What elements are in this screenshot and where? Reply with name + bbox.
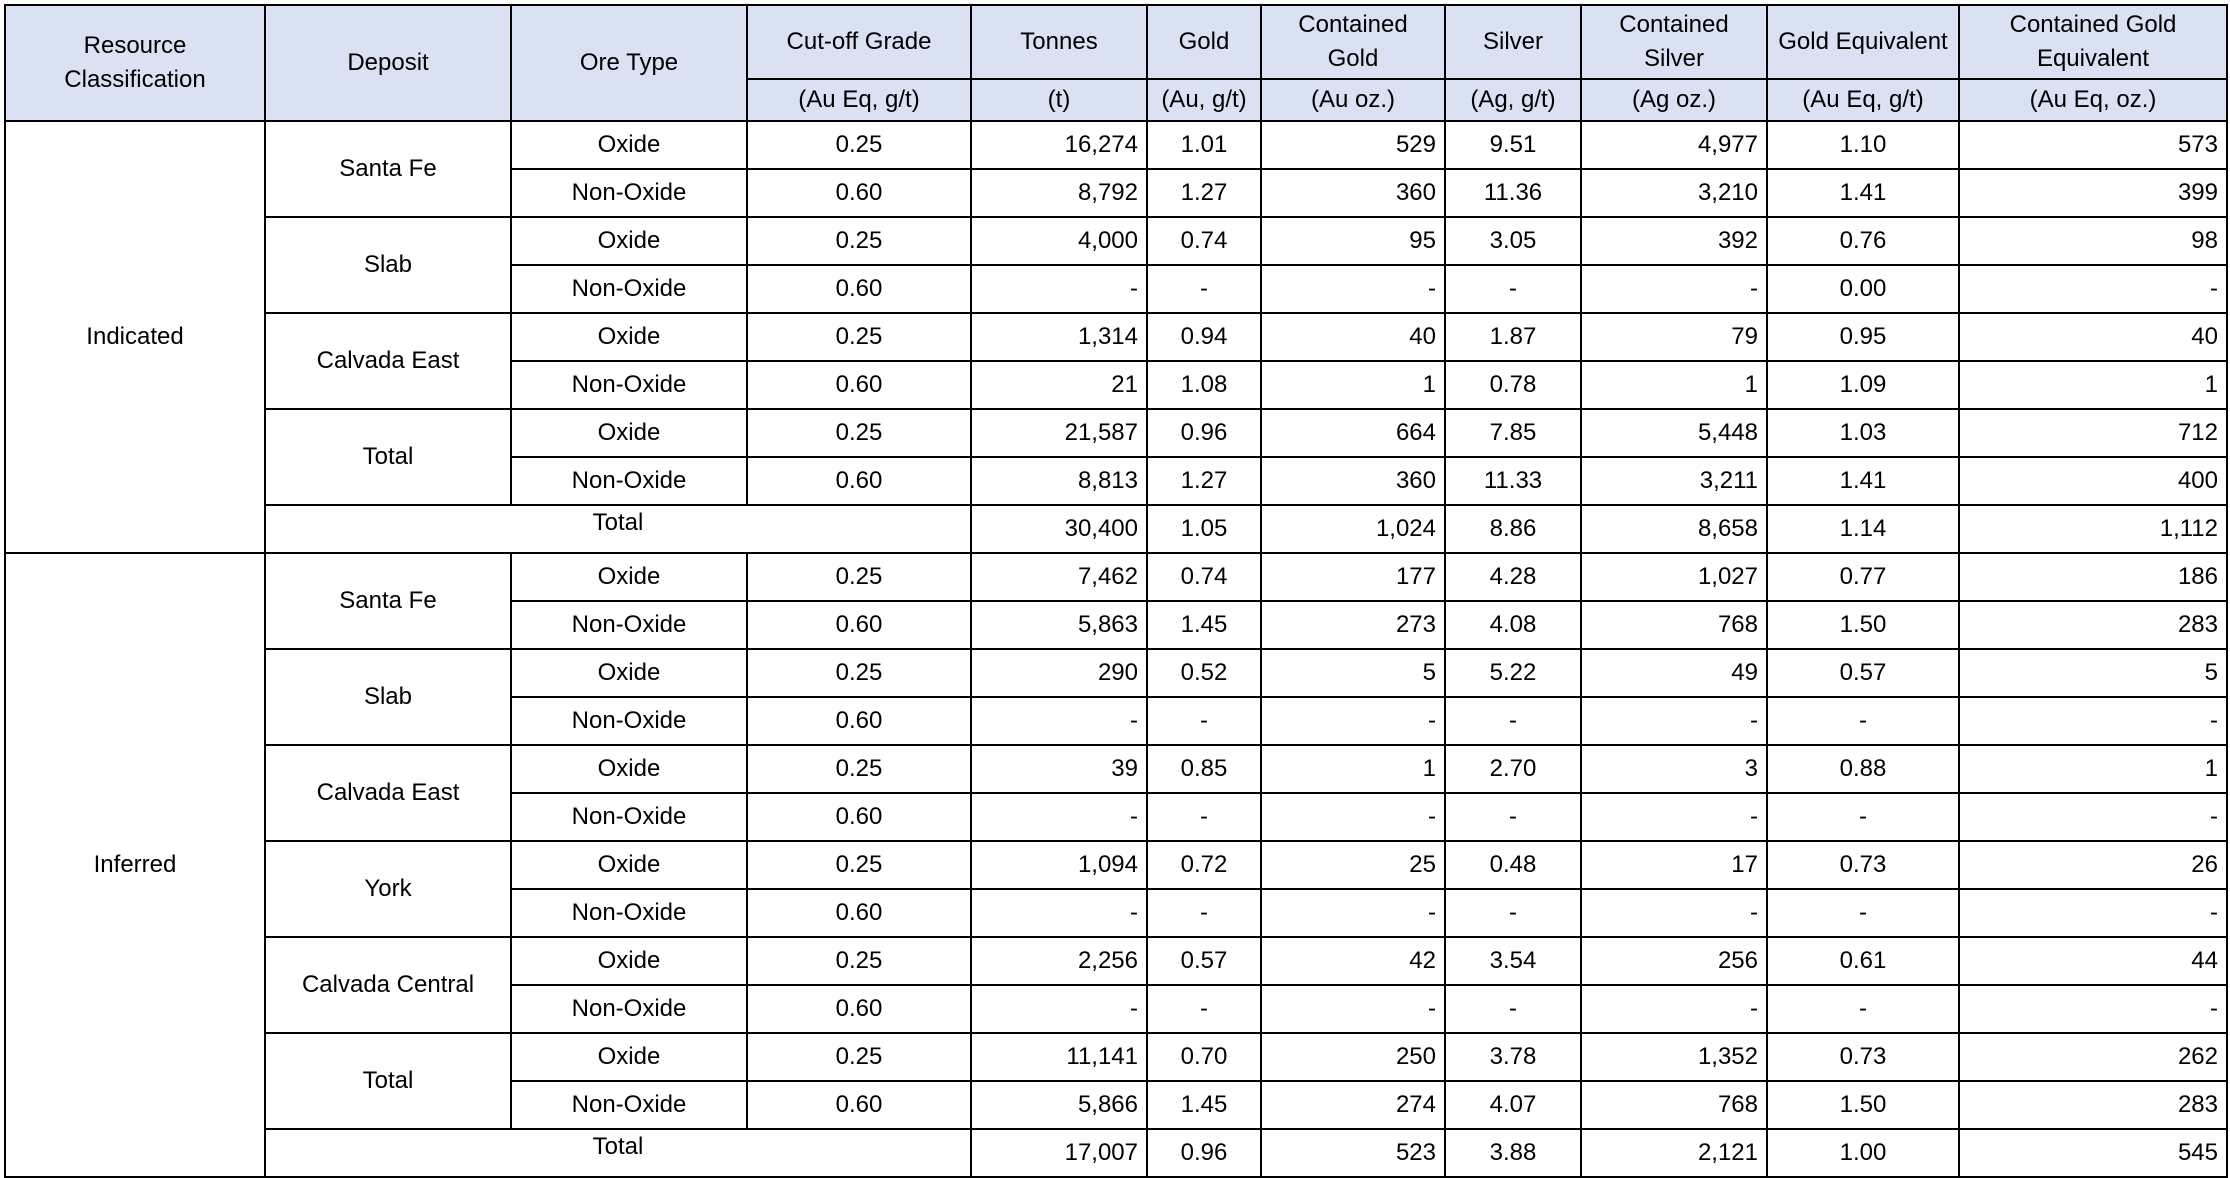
cutoff-grade-cell: 0.60 [747, 697, 971, 745]
gold-cell: 0.52 [1147, 649, 1261, 697]
ore-type-cell: Oxide [511, 1033, 747, 1081]
ore-type-cell: Non-Oxide [511, 361, 747, 409]
silver-cell: - [1445, 985, 1581, 1033]
ore-type-cell: Non-Oxide [511, 457, 747, 505]
header-silver: Silver [1445, 5, 1581, 79]
contained-gold-equivalent-cell: 400 [1959, 457, 2227, 505]
unit-gold: (Au, g/t) [1147, 79, 1261, 121]
header-contained-silver: Contained Silver [1581, 5, 1767, 79]
tonnes-cell: - [971, 985, 1147, 1033]
tonnes-cell: 21,587 [971, 409, 1147, 457]
contained-silver-cell: 79 [1581, 313, 1767, 361]
silver-cell: - [1445, 265, 1581, 313]
table-row [5, 937, 2227, 985]
header-tonnes: Tonnes [971, 5, 1147, 79]
gold-cell: 0.96 [1147, 409, 1261, 457]
contained-gold-equivalent-cell: - [1959, 265, 2227, 313]
tonnes-cell: 17,007 [971, 1129, 1147, 1177]
gold-cell: 0.57 [1147, 937, 1261, 985]
grand-total-row [5, 505, 2227, 553]
gold-equivalent-cell: 1.50 [1767, 601, 1959, 649]
cutoff-grade-cell: 0.25 [747, 553, 971, 601]
contained-gold-equivalent-cell: 98 [1959, 217, 2227, 265]
gold-cell: 1.45 [1147, 1081, 1261, 1129]
gold-equivalent-cell: 1.10 [1767, 121, 1959, 169]
ore-type-cell: Non-Oxide [511, 169, 747, 217]
deposit-cell: York [265, 841, 511, 937]
gold-equivalent-cell: 0.88 [1767, 745, 1959, 793]
table-row [5, 1033, 2227, 1081]
silver-cell: 9.51 [1445, 121, 1581, 169]
tonnes-cell: - [971, 697, 1147, 745]
gold-cell: 0.74 [1147, 553, 1261, 601]
silver-cell: 3.54 [1445, 937, 1581, 985]
gold-equivalent-cell: - [1767, 697, 1959, 745]
cutoff-grade-cell: 0.60 [747, 169, 971, 217]
ore-type-cell: Non-Oxide [511, 265, 747, 313]
contained-gold-cell: 177 [1261, 553, 1445, 601]
contained-gold-equivalent-cell: 1 [1959, 745, 2227, 793]
tonnes-cell: 290 [971, 649, 1147, 697]
contained-gold-equivalent-cell: 545 [1959, 1129, 2227, 1177]
cutoff-grade-cell: 0.25 [747, 313, 971, 361]
gold-equivalent-cell: - [1767, 889, 1959, 937]
contained-gold-cell: - [1261, 793, 1445, 841]
contained-silver-cell: - [1581, 265, 1767, 313]
contained-silver-cell: 2,121 [1581, 1129, 1767, 1177]
cutoff-grade-cell: 0.60 [747, 889, 971, 937]
contained-gold-cell: 360 [1261, 457, 1445, 505]
ore-type-cell: Oxide [511, 745, 747, 793]
tonnes-cell: 7,462 [971, 553, 1147, 601]
silver-cell: 7.85 [1445, 409, 1581, 457]
contained-gold-equivalent-cell: 1,112 [1959, 505, 2227, 553]
unit-tonnes: (t) [971, 79, 1147, 121]
tonnes-cell: 5,866 [971, 1081, 1147, 1129]
silver-cell: 5.22 [1445, 649, 1581, 697]
gold-cell: - [1147, 985, 1261, 1033]
cutoff-grade-cell: 0.60 [747, 793, 971, 841]
cutoff-grade-cell: 0.25 [747, 841, 971, 889]
deposit-cell: Santa Fe [265, 553, 511, 649]
table-row [5, 841, 2227, 889]
tonnes-cell: 8,792 [971, 169, 1147, 217]
ore-type-cell: Oxide [511, 937, 747, 985]
contained-gold-cell: 529 [1261, 121, 1445, 169]
contained-gold-cell: 273 [1261, 601, 1445, 649]
gold-equivalent-cell: - [1767, 985, 1959, 1033]
contained-gold-equivalent-cell: 5 [1959, 649, 2227, 697]
contained-gold-cell: 1 [1261, 361, 1445, 409]
gold-cell: - [1147, 265, 1261, 313]
table-row [5, 409, 2227, 457]
contained-gold-cell: 664 [1261, 409, 1445, 457]
contained-gold-cell: 1,024 [1261, 505, 1445, 553]
tonnes-cell: - [971, 793, 1147, 841]
table-row [5, 217, 2227, 265]
contained-gold-equivalent-cell: 283 [1959, 601, 2227, 649]
contained-gold-equivalent-cell: 44 [1959, 937, 2227, 985]
grand-total-row [5, 1129, 2227, 1177]
gold-equivalent-cell: 0.73 [1767, 841, 1959, 889]
silver-cell: - [1445, 889, 1581, 937]
contained-silver-cell: - [1581, 985, 1767, 1033]
cutoff-grade-cell: 0.25 [747, 745, 971, 793]
contained-gold-cell: - [1261, 889, 1445, 937]
deposit-cell: Calvada East [265, 745, 511, 841]
ore-type-cell: Non-Oxide [511, 697, 747, 745]
gold-equivalent-cell: 0.76 [1767, 217, 1959, 265]
deposit-cell: Slab [265, 217, 511, 313]
contained-silver-cell: 768 [1581, 601, 1767, 649]
silver-cell: 3.88 [1445, 1129, 1581, 1177]
ore-type-cell: Non-Oxide [511, 793, 747, 841]
silver-cell: 2.70 [1445, 745, 1581, 793]
contained-silver-cell: 8,658 [1581, 505, 1767, 553]
tonnes-cell: 39 [971, 745, 1147, 793]
gold-equivalent-cell: 1.50 [1767, 1081, 1959, 1129]
contained-silver-cell: - [1581, 697, 1767, 745]
silver-cell: - [1445, 697, 1581, 745]
contained-gold-equivalent-cell: 26 [1959, 841, 2227, 889]
contained-gold-equivalent-cell: 1 [1959, 361, 2227, 409]
ore-type-cell: Oxide [511, 409, 747, 457]
contained-silver-cell: 256 [1581, 937, 1767, 985]
deposit-cell: Santa Fe [265, 121, 511, 217]
ore-type-cell: Oxide [511, 553, 747, 601]
header-contained-gold: Contained Gold [1261, 5, 1445, 79]
contained-gold-equivalent-cell: 399 [1959, 169, 2227, 217]
silver-cell: 0.48 [1445, 841, 1581, 889]
gold-equivalent-cell: 1.09 [1767, 361, 1959, 409]
contained-gold-cell: 523 [1261, 1129, 1445, 1177]
gold-cell: 1.08 [1147, 361, 1261, 409]
gold-cell: 1.27 [1147, 457, 1261, 505]
contained-silver-cell: 4,977 [1581, 121, 1767, 169]
ore-type-cell: Non-Oxide [511, 889, 747, 937]
cutoff-grade-cell: 0.25 [747, 409, 971, 457]
header-deposit: Deposit [265, 5, 511, 121]
deposit-cell: Total [265, 409, 511, 505]
header-cutoff-grade: Cut-off Grade [747, 5, 971, 79]
header-ore-type: Ore Type [511, 5, 747, 121]
tonnes-cell: 8,813 [971, 457, 1147, 505]
gold-equivalent-cell: 1.00 [1767, 1129, 1959, 1177]
silver-cell: 11.36 [1445, 169, 1581, 217]
contained-silver-cell: 392 [1581, 217, 1767, 265]
contained-gold-equivalent-cell: - [1959, 985, 2227, 1033]
table-body [5, 121, 2227, 1177]
gold-equivalent-cell: - [1767, 793, 1959, 841]
deposit-cell: Calvada East [265, 313, 511, 409]
cutoff-grade-cell: 0.60 [747, 265, 971, 313]
contained-silver-cell: 3,211 [1581, 457, 1767, 505]
cutoff-grade-cell: 0.60 [747, 601, 971, 649]
contained-gold-cell: - [1261, 697, 1445, 745]
unit-silver: (Ag, g/t) [1445, 79, 1581, 121]
deposit-cell: Slab [265, 649, 511, 745]
cutoff-grade-cell: 0.25 [747, 217, 971, 265]
contained-silver-cell: 768 [1581, 1081, 1767, 1129]
gold-equivalent-cell: 0.61 [1767, 937, 1959, 985]
contained-gold-cell: 95 [1261, 217, 1445, 265]
gold-cell: 0.74 [1147, 217, 1261, 265]
ore-type-cell: Oxide [511, 121, 747, 169]
cutoff-grade-cell: 0.25 [747, 937, 971, 985]
silver-cell: 1.87 [1445, 313, 1581, 361]
silver-cell: 3.05 [1445, 217, 1581, 265]
gold-equivalent-cell: 0.57 [1767, 649, 1959, 697]
deposit-cell: Total [265, 1033, 511, 1129]
silver-cell: 8.86 [1445, 505, 1581, 553]
cutoff-grade-cell: 0.60 [747, 1081, 971, 1129]
unit-contained-silver: (Ag oz.) [1581, 79, 1767, 121]
contained-gold-cell: 40 [1261, 313, 1445, 361]
header-contained-gold-equivalent: Contained Gold Equivalent [1959, 5, 2227, 79]
contained-gold-equivalent-cell: 573 [1959, 121, 2227, 169]
header-gold: Gold [1147, 5, 1261, 79]
tonnes-cell: 2,256 [971, 937, 1147, 985]
unit-gold-equivalent: (Au Eq, g/t) [1767, 79, 1959, 121]
gold-cell: - [1147, 793, 1261, 841]
tonnes-cell: 11,141 [971, 1033, 1147, 1081]
ore-type-cell: Non-Oxide [511, 601, 747, 649]
unit-contained-gold: (Au oz.) [1261, 79, 1445, 121]
gold-cell: 1.05 [1147, 505, 1261, 553]
ore-type-cell: Oxide [511, 649, 747, 697]
contained-silver-cell: 3 [1581, 745, 1767, 793]
table-row [5, 553, 2227, 601]
table-row [5, 649, 2227, 697]
table-row [5, 121, 2227, 169]
contained-gold-cell: - [1261, 985, 1445, 1033]
header-gold-equivalent: Gold Equivalent [1767, 5, 1959, 79]
contained-silver-cell: 3,210 [1581, 169, 1767, 217]
cutoff-grade-cell: 0.25 [747, 1033, 971, 1081]
ore-type-cell: Oxide [511, 841, 747, 889]
contained-gold-equivalent-cell: 186 [1959, 553, 2227, 601]
gold-equivalent-cell: 0.95 [1767, 313, 1959, 361]
contained-gold-equivalent-cell: 283 [1959, 1081, 2227, 1129]
ore-type-cell: Oxide [511, 217, 747, 265]
table-row [5, 313, 2227, 361]
gold-cell: - [1147, 697, 1261, 745]
gold-cell: 0.85 [1147, 745, 1261, 793]
header-row [5, 5, 2227, 79]
contained-gold-cell: 5 [1261, 649, 1445, 697]
cutoff-grade-cell: 0.60 [747, 985, 971, 1033]
unit-cutoff-grade: (Au Eq, g/t) [747, 79, 971, 121]
gold-equivalent-cell: 1.14 [1767, 505, 1959, 553]
contained-silver-cell: 1,352 [1581, 1033, 1767, 1081]
silver-cell: 3.78 [1445, 1033, 1581, 1081]
gold-equivalent-cell: 1.03 [1767, 409, 1959, 457]
contained-gold-cell: 360 [1261, 169, 1445, 217]
contained-silver-cell: 5,448 [1581, 409, 1767, 457]
resource-classification-cell: Indicated [5, 121, 265, 553]
resource-table [4, 4, 2228, 1178]
silver-cell: 11.33 [1445, 457, 1581, 505]
silver-cell: 4.08 [1445, 601, 1581, 649]
contained-silver-cell: 17 [1581, 841, 1767, 889]
cutoff-grade-cell: 0.60 [747, 361, 971, 409]
contained-gold-cell: 42 [1261, 937, 1445, 985]
contained-gold-cell: 25 [1261, 841, 1445, 889]
contained-gold-cell: 274 [1261, 1081, 1445, 1129]
ore-type-cell: Non-Oxide [511, 985, 747, 1033]
contained-gold-equivalent-cell: 712 [1959, 409, 2227, 457]
tonnes-cell: 1,314 [971, 313, 1147, 361]
grand-total-label: Total [265, 505, 971, 553]
contained-gold-cell: 250 [1261, 1033, 1445, 1081]
contained-gold-equivalent-cell: 40 [1959, 313, 2227, 361]
contained-gold-equivalent-cell: 262 [1959, 1033, 2227, 1081]
contained-gold-equivalent-cell: - [1959, 793, 2227, 841]
deposit-cell: Calvada Central [265, 937, 511, 1033]
cutoff-grade-cell: 0.60 [747, 457, 971, 505]
gold-cell: 1.45 [1147, 601, 1261, 649]
tonnes-cell: 1,094 [971, 841, 1147, 889]
contained-silver-cell: 1 [1581, 361, 1767, 409]
resource-classification-cell: Inferred [5, 553, 265, 1177]
header-resource-classification: Resource Classification [5, 5, 265, 121]
contained-gold-equivalent-cell: - [1959, 889, 2227, 937]
tonnes-cell: 30,400 [971, 505, 1147, 553]
tonnes-cell: 21 [971, 361, 1147, 409]
table-row [5, 745, 2227, 793]
silver-cell: 0.78 [1445, 361, 1581, 409]
gold-cell: 0.96 [1147, 1129, 1261, 1177]
unit-contained-gold-equivalent: (Au Eq, oz.) [1959, 79, 2227, 121]
contained-gold-cell: 1 [1261, 745, 1445, 793]
silver-cell: 4.07 [1445, 1081, 1581, 1129]
gold-equivalent-cell: 0.00 [1767, 265, 1959, 313]
contained-gold-cell: - [1261, 265, 1445, 313]
gold-equivalent-cell: 1.41 [1767, 169, 1959, 217]
gold-equivalent-cell: 1.41 [1767, 457, 1959, 505]
contained-silver-cell: 1,027 [1581, 553, 1767, 601]
gold-equivalent-cell: 0.77 [1767, 553, 1959, 601]
cutoff-grade-cell: 0.25 [747, 121, 971, 169]
contained-silver-cell: - [1581, 889, 1767, 937]
silver-cell: - [1445, 793, 1581, 841]
ore-type-cell: Non-Oxide [511, 1081, 747, 1129]
gold-cell: 1.27 [1147, 169, 1261, 217]
tonnes-cell: - [971, 889, 1147, 937]
gold-cell: - [1147, 889, 1261, 937]
ore-type-cell: Oxide [511, 313, 747, 361]
cutoff-grade-cell: 0.25 [747, 649, 971, 697]
silver-cell: 4.28 [1445, 553, 1581, 601]
gold-equivalent-cell: 0.73 [1767, 1033, 1959, 1081]
tonnes-cell: 16,274 [971, 121, 1147, 169]
gold-cell: 1.01 [1147, 121, 1261, 169]
tonnes-cell: - [971, 265, 1147, 313]
gold-cell: 0.94 [1147, 313, 1261, 361]
tonnes-cell: 4,000 [971, 217, 1147, 265]
contained-silver-cell: - [1581, 793, 1767, 841]
contained-silver-cell: 49 [1581, 649, 1767, 697]
tonnes-cell: 5,863 [971, 601, 1147, 649]
gold-cell: 0.72 [1147, 841, 1261, 889]
contained-gold-equivalent-cell: - [1959, 697, 2227, 745]
grand-total-label: Total [265, 1129, 971, 1177]
gold-cell: 0.70 [1147, 1033, 1261, 1081]
